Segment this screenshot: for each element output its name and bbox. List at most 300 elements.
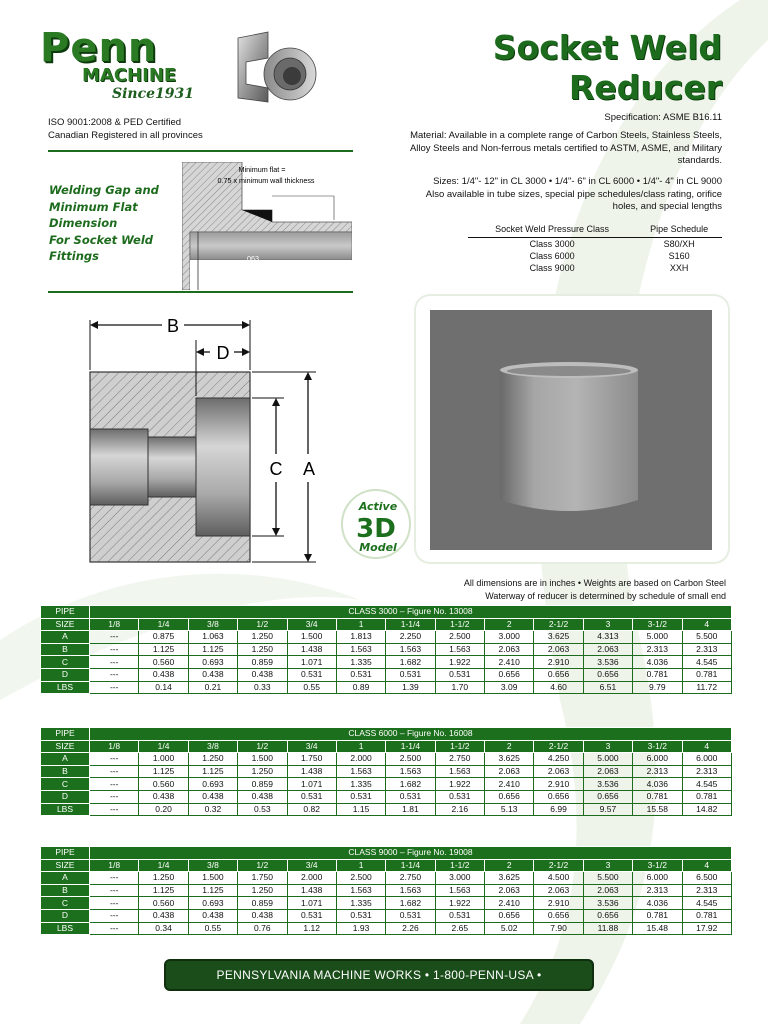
table-cell: 0.693 xyxy=(188,656,237,669)
table-cell: 1.125 xyxy=(139,884,188,897)
table-cell: 1.563 xyxy=(336,643,385,656)
table-cell: 2.063 xyxy=(485,884,534,897)
table-cell: 2.910 xyxy=(534,656,583,669)
table-cell: 4.545 xyxy=(682,778,732,791)
title-line-1: Socket Weld xyxy=(492,28,722,67)
table-cell: 0.859 xyxy=(238,897,287,910)
pressure-header-class: Socket Weld Pressure Class xyxy=(468,222,636,238)
table-size-row xyxy=(41,618,732,631)
table-cell: 1.250 xyxy=(238,765,287,778)
dimension-table xyxy=(40,846,732,935)
table-cell: 0.438 xyxy=(188,790,237,803)
table-cell: 0.531 xyxy=(336,790,385,803)
table-row xyxy=(41,643,732,656)
table-cell: 0.438 xyxy=(238,668,287,681)
table-row xyxy=(41,778,732,791)
footer-separator: • xyxy=(536,968,542,982)
table-row xyxy=(41,897,732,910)
table-cell: 17.92 xyxy=(682,922,732,935)
table-cell: 5.000 xyxy=(583,753,632,766)
table-cell: 2.500 xyxy=(336,872,385,885)
table-cell: 1.563 xyxy=(336,884,385,897)
size-header-cell: 1-1/2 xyxy=(435,859,484,872)
table-cell: 4.036 xyxy=(633,897,682,910)
pressure-header-schedule: Pipe Schedule xyxy=(636,222,722,238)
table-cell: 0.34 xyxy=(139,922,188,935)
table-cell: 11.72 xyxy=(682,681,732,694)
table-cell: 1.250 xyxy=(188,753,237,766)
table-cell: 0.859 xyxy=(238,778,287,791)
size-header-cell: 2-1/2 xyxy=(534,618,583,631)
table-cell: 5.500 xyxy=(682,631,732,644)
table-cell: 1.12 xyxy=(287,922,336,935)
welding-line-4: For Socket Weld xyxy=(49,232,153,247)
table-cell: 0.531 xyxy=(287,668,336,681)
size-header-cell: 3 xyxy=(583,618,632,631)
footer-website-link[interactable]: WWW.PENNUSA.COM xyxy=(313,996,445,1010)
size-header-cell: 1/2 xyxy=(238,859,287,872)
table-header-row xyxy=(41,606,732,619)
dimension-drawing xyxy=(80,312,330,572)
table-cell: 0.438 xyxy=(139,790,188,803)
size-header-cell: 2-1/2 xyxy=(534,740,583,753)
table-cell: 0.14 xyxy=(139,681,188,694)
table-cell: 1.750 xyxy=(238,872,287,885)
table-cell: 3.536 xyxy=(583,778,632,791)
row-label: D xyxy=(41,909,90,922)
dim-label-c: C xyxy=(269,459,283,479)
table-cell: 4.036 xyxy=(633,656,682,669)
table-cell: --- xyxy=(90,778,139,791)
table-cell: 2.000 xyxy=(287,872,336,885)
table-cell: 4.545 xyxy=(682,897,732,910)
pipe-label: PIPE xyxy=(41,728,90,741)
table-cell: --- xyxy=(90,656,139,669)
table-cell: 0.33 xyxy=(238,681,287,694)
logo-penn: Penn xyxy=(40,25,158,71)
table-cell: 1.335 xyxy=(336,897,385,910)
table-cell: --- xyxy=(90,897,139,910)
table-cell: --- xyxy=(90,753,139,766)
table-cell: 2.410 xyxy=(485,778,534,791)
table-cell: 6.500 xyxy=(682,872,732,885)
row-label: D xyxy=(41,668,90,681)
table-cell: 7.90 xyxy=(534,922,583,935)
gap-label-2: Recommended gap xyxy=(214,265,278,274)
size-header-cell: 1/4 xyxy=(139,618,188,631)
table-cell: 2.063 xyxy=(583,765,632,778)
table-cell: 1.682 xyxy=(386,897,435,910)
table-cell: 2.000 xyxy=(336,753,385,766)
table-cell: 1.125 xyxy=(139,765,188,778)
table-cell: 1.125 xyxy=(139,643,188,656)
row-label: A xyxy=(41,631,90,644)
welding-line-5: Fittings xyxy=(49,249,99,263)
size-header-cell: 3-1/2 xyxy=(633,859,682,872)
table-cell: 3.625 xyxy=(485,872,534,885)
table-cell: 1.071 xyxy=(287,778,336,791)
active-3d-badge[interactable] xyxy=(340,488,412,560)
table-cell: 4.313 xyxy=(583,631,632,644)
size-header-cell: 1-1/2 xyxy=(435,740,484,753)
footer-company: PENNSYLVANIA MACHINE WORKS xyxy=(216,968,422,982)
table-cell: --- xyxy=(90,681,139,694)
table-cell: 0.438 xyxy=(139,909,188,922)
table-row xyxy=(41,681,732,694)
table-cell: 2.65 xyxy=(435,922,484,935)
table-cell: 0.531 xyxy=(287,909,336,922)
pressure-class: Class 9000 xyxy=(529,263,575,273)
table-cell: --- xyxy=(90,631,139,644)
size-header-cell: 3/4 xyxy=(287,618,336,631)
table-cell: 2.313 xyxy=(633,884,682,897)
size-header-cell: 2 xyxy=(485,618,534,631)
table-cell: 2.410 xyxy=(485,656,534,669)
note-line-2: Waterway of reducer is determined by schedule of small end xyxy=(485,590,726,601)
table-cell: 0.656 xyxy=(583,668,632,681)
class-title: CLASS 9000 – Figure No. 19008 xyxy=(90,847,732,860)
table-cell: 0.531 xyxy=(386,909,435,922)
table-cell: 1.250 xyxy=(238,884,287,897)
size-header-cell: 1 xyxy=(336,740,385,753)
table-cell: 1.438 xyxy=(287,643,336,656)
pressure-row xyxy=(468,250,722,262)
table-cell: 3.536 xyxy=(583,897,632,910)
table-cell: 0.656 xyxy=(485,909,534,922)
table-cell: --- xyxy=(90,884,139,897)
footer-phone: 1-800-PENN-USA xyxy=(433,968,534,982)
table-cell: 0.859 xyxy=(238,656,287,669)
table-cell: 0.531 xyxy=(287,790,336,803)
table-cell: 5.000 xyxy=(633,631,682,644)
sizes-text xyxy=(402,176,722,214)
pressure-row xyxy=(468,262,722,274)
row-label: C xyxy=(41,656,90,669)
table-cell: 1.563 xyxy=(336,765,385,778)
table-row xyxy=(41,872,732,885)
notes xyxy=(464,577,726,602)
divider-top xyxy=(48,150,353,152)
table-row xyxy=(41,631,732,644)
table-cell: 1.563 xyxy=(386,765,435,778)
table-cell: 2.313 xyxy=(682,884,732,897)
table-cell: 3.536 xyxy=(583,656,632,669)
table-cell: 0.781 xyxy=(682,909,732,922)
row-label: A xyxy=(41,872,90,885)
row-label: B xyxy=(41,884,90,897)
table-cell: 0.55 xyxy=(287,681,336,694)
table-cell: 2.250 xyxy=(386,631,435,644)
table-cell: 3.000 xyxy=(435,872,484,885)
pressure-class: Class 6000 xyxy=(529,251,575,261)
pressure-row xyxy=(468,238,722,251)
table-cell: 2.750 xyxy=(435,753,484,766)
size-header-cell: 2 xyxy=(485,859,534,872)
table-cell: 1.250 xyxy=(238,643,287,656)
table-cell: --- xyxy=(90,765,139,778)
table-cell: 1.563 xyxy=(386,884,435,897)
table-cell: 0.560 xyxy=(139,778,188,791)
dim-label-d: D xyxy=(216,343,230,363)
table-cell: 0.781 xyxy=(633,909,682,922)
size-header-cell: 2 xyxy=(485,740,534,753)
min-flat-label-1: Minimum flat = xyxy=(238,165,286,174)
table-cell: 1.563 xyxy=(435,765,484,778)
penn-machine-logo xyxy=(40,25,195,108)
table-cell: --- xyxy=(90,922,139,935)
size-header-cell: 4 xyxy=(682,859,732,872)
table-cell: 2.500 xyxy=(435,631,484,644)
table-cell: 1.563 xyxy=(435,884,484,897)
size-header-cell: 4 xyxy=(682,740,732,753)
size-header-cell: 1/8 xyxy=(90,618,139,631)
table-cell: 1.750 xyxy=(287,753,336,766)
table-cell: 1.563 xyxy=(435,643,484,656)
table-cell: 2.26 xyxy=(386,922,435,935)
table-cell: 1.000 xyxy=(139,753,188,766)
table-cell: 1.93 xyxy=(336,922,385,935)
table-cell: 0.82 xyxy=(287,803,336,816)
footer-bar xyxy=(166,961,592,1010)
dim-label-a: A xyxy=(302,459,316,479)
badge-3d: 3D xyxy=(356,514,396,544)
cert-iso: ISO 9001:2008 & PED Certified xyxy=(48,117,182,128)
table-cell: 1.15 xyxy=(336,803,385,816)
table-cell: --- xyxy=(90,643,139,656)
table-cell: 6.99 xyxy=(534,803,583,816)
table-row xyxy=(41,884,732,897)
table-cell: 0.656 xyxy=(534,909,583,922)
min-flat-label-2: 0.75 x minimum wall thickness xyxy=(217,176,315,185)
table-cell: 0.20 xyxy=(139,803,188,816)
table-cell: 0.656 xyxy=(583,790,632,803)
table-cell: 0.560 xyxy=(139,656,188,669)
table-cell: 1.682 xyxy=(386,778,435,791)
table-cell: 1.922 xyxy=(435,656,484,669)
table-cell: 0.693 xyxy=(188,778,237,791)
table-cell: 0.656 xyxy=(485,790,534,803)
table-cell: 0.781 xyxy=(633,790,682,803)
table-cell: 0.438 xyxy=(188,668,237,681)
table-cell: 0.656 xyxy=(485,668,534,681)
gap-label-3: before welding xyxy=(224,276,272,285)
pipe-label: PIPE xyxy=(41,606,90,619)
row-label: LBS xyxy=(41,803,90,816)
size-header-cell: 1/8 xyxy=(90,740,139,753)
table-cell: 2.16 xyxy=(435,803,484,816)
welding-line-3: Dimension xyxy=(49,216,118,230)
table-cell: 0.531 xyxy=(435,790,484,803)
table-cell: 1.81 xyxy=(386,803,435,816)
row-label: LBS xyxy=(41,922,90,935)
table-size-row xyxy=(41,740,732,753)
table-cell: 2.063 xyxy=(534,884,583,897)
welding-line-1: Welding Gap and xyxy=(49,183,159,197)
table-cell: 9.79 xyxy=(633,681,682,694)
table-cell: 0.438 xyxy=(238,790,287,803)
pressure-class: Class 3000 xyxy=(529,239,575,249)
table-cell: 4.545 xyxy=(682,656,732,669)
table-cell: 1.125 xyxy=(188,765,237,778)
table-cell: 1.563 xyxy=(386,643,435,656)
size-header-cell: 1-1/4 xyxy=(386,740,435,753)
table-row xyxy=(41,922,732,935)
gap-label-1: .063 xyxy=(245,254,259,263)
table-cell: 3.625 xyxy=(534,631,583,644)
table-cell: 2.063 xyxy=(534,643,583,656)
size-header-cell: 1/8 xyxy=(90,859,139,872)
table-cell: 3.625 xyxy=(485,753,534,766)
table-cell: --- xyxy=(90,803,139,816)
table-row xyxy=(41,909,732,922)
size-header-cell: 3 xyxy=(583,740,632,753)
size-header-cell: 1-1/4 xyxy=(386,859,435,872)
table-cell: 0.438 xyxy=(188,909,237,922)
table-row xyxy=(41,790,732,803)
size-header-cell: 1/2 xyxy=(238,740,287,753)
size-header-cell: 2-1/2 xyxy=(534,859,583,872)
table-cell: --- xyxy=(90,872,139,885)
table-cell: 0.89 xyxy=(336,681,385,694)
table-cell: 4.036 xyxy=(633,778,682,791)
table-cell: 6.51 xyxy=(583,681,632,694)
welding-gap-heading xyxy=(49,182,159,265)
table-cell: 1.922 xyxy=(435,778,484,791)
table-cell: 9.57 xyxy=(583,803,632,816)
table-cell: 1.063 xyxy=(188,631,237,644)
specification: Specification: ASME B16.11 xyxy=(604,112,722,123)
active-3d-model-viewer[interactable] xyxy=(430,310,712,550)
pipe-label: PIPE xyxy=(41,847,90,860)
table-cell: 0.531 xyxy=(435,909,484,922)
table-cell: 0.531 xyxy=(336,909,385,922)
table-cell: 1.813 xyxy=(336,631,385,644)
dim-label-b: B xyxy=(166,316,180,336)
table-row xyxy=(41,656,732,669)
table-cell: 1.335 xyxy=(336,778,385,791)
table-cell: 1.071 xyxy=(287,897,336,910)
pressure-class-table xyxy=(468,222,722,274)
table-cell: 2.063 xyxy=(534,765,583,778)
note-line-1: All dimensions are in inches • Weights are based on Carbon Steel xyxy=(463,578,726,588)
size-header-cell: 1/4 xyxy=(139,740,188,753)
table-cell: 0.32 xyxy=(188,803,237,816)
row-label: LBS xyxy=(41,681,90,694)
table-cell: 15.48 xyxy=(633,922,682,935)
size-label: SIZE xyxy=(41,859,90,872)
table-cell: 0.560 xyxy=(139,897,188,910)
table-cell: 3.09 xyxy=(485,681,534,694)
material-text: Material: Available in a complete range of Carbon Steels, Stainless Steels, Alloy Steels and Non-ferrous metals certified to ASTM, ASME, and Military standards. xyxy=(409,130,722,166)
table-cell: 0.531 xyxy=(336,668,385,681)
table-cell: 2.063 xyxy=(485,765,534,778)
table-cell: 1.500 xyxy=(238,753,287,766)
cert-canadian: Canadian Registered in all provinces xyxy=(48,130,203,141)
pipe-schedule: XXH xyxy=(669,263,689,273)
dimension-table xyxy=(40,605,732,694)
table-header-row xyxy=(41,847,732,860)
divider-bottom xyxy=(48,291,353,293)
sizes-line-1: Sizes: 1/4"- 12" in CL 3000 • 1/4"- 6" in CL 6000 • 1/4"- 4" in CL 9000 xyxy=(433,176,722,187)
size-header-cell: 3-1/2 xyxy=(633,618,682,631)
logo-since: Since1931 xyxy=(112,86,195,102)
size-header-cell: 3 xyxy=(583,859,632,872)
table-cell: 14.82 xyxy=(682,803,732,816)
size-header-cell: 3/4 xyxy=(287,859,336,872)
table-row xyxy=(41,753,732,766)
certifications xyxy=(48,116,203,142)
size-header-cell: 3/4 xyxy=(287,740,336,753)
table-size-row xyxy=(41,859,732,872)
table-cell: 3.000 xyxy=(485,631,534,644)
table-cell: 6.000 xyxy=(633,872,682,885)
table-cell: 1.682 xyxy=(386,656,435,669)
logo-machine: MACHINE xyxy=(82,65,177,86)
table-row xyxy=(41,803,732,816)
size-header-cell: 4 xyxy=(682,618,732,631)
class-title: CLASS 3000 – Figure No. 13008 xyxy=(90,606,732,619)
table-cell: 0.875 xyxy=(139,631,188,644)
table-cell: 5.13 xyxy=(485,803,534,816)
table-cell: 1.250 xyxy=(139,872,188,885)
welding-line-2: Minimum Flat xyxy=(49,199,138,214)
table-cell: 1.500 xyxy=(188,872,237,885)
table-cell: 4.60 xyxy=(534,681,583,694)
table-cell: 1.125 xyxy=(188,884,237,897)
table-cell: 6.000 xyxy=(682,753,732,766)
table-cell: 0.438 xyxy=(139,668,188,681)
table-cell: 15.58 xyxy=(633,803,682,816)
table-cell: 2.313 xyxy=(682,765,732,778)
table-cell: 2.750 xyxy=(386,872,435,885)
table-cell: 1.438 xyxy=(287,765,336,778)
table-cell: 0.781 xyxy=(682,790,732,803)
table-cell: 2.910 xyxy=(534,897,583,910)
table-cell: 1.922 xyxy=(435,897,484,910)
size-header-cell: 3-1/2 xyxy=(633,740,682,753)
row-label: B xyxy=(41,643,90,656)
row-label: C xyxy=(41,897,90,910)
table-cell: 0.531 xyxy=(386,668,435,681)
table-cell: 1.250 xyxy=(238,631,287,644)
table-cell: 2.313 xyxy=(633,643,682,656)
table-cell: 0.656 xyxy=(583,909,632,922)
table-cell: 0.531 xyxy=(435,668,484,681)
table-cell: --- xyxy=(90,790,139,803)
badge-model: Model xyxy=(359,541,397,554)
table-cell: 0.438 xyxy=(238,909,287,922)
title-line-2: Reducer xyxy=(568,68,722,107)
size-label: SIZE xyxy=(41,740,90,753)
reducer-cutaway-image xyxy=(228,28,320,106)
table-cell: 2.063 xyxy=(583,884,632,897)
sizes-line-2: Also available in tube sizes, special pipe schedules/class rating, orifice holes, and special lengths xyxy=(425,188,722,212)
table-cell: 0.781 xyxy=(682,668,732,681)
table-cell: 4.500 xyxy=(534,872,583,885)
table-cell: --- xyxy=(90,668,139,681)
size-header-cell: 1 xyxy=(336,618,385,631)
table-cell: 1.500 xyxy=(287,631,336,644)
table-cell: 1.071 xyxy=(287,656,336,669)
row-label: D xyxy=(41,790,90,803)
table-row xyxy=(41,668,732,681)
table-cell: 1.70 xyxy=(435,681,484,694)
table-cell: 2.063 xyxy=(485,643,534,656)
class-title: CLASS 6000 – Figure No. 16008 xyxy=(90,728,732,741)
badge-active: Active xyxy=(358,500,398,513)
size-header-cell: 1-1/2 xyxy=(435,618,484,631)
table-cell: 0.693 xyxy=(188,897,237,910)
